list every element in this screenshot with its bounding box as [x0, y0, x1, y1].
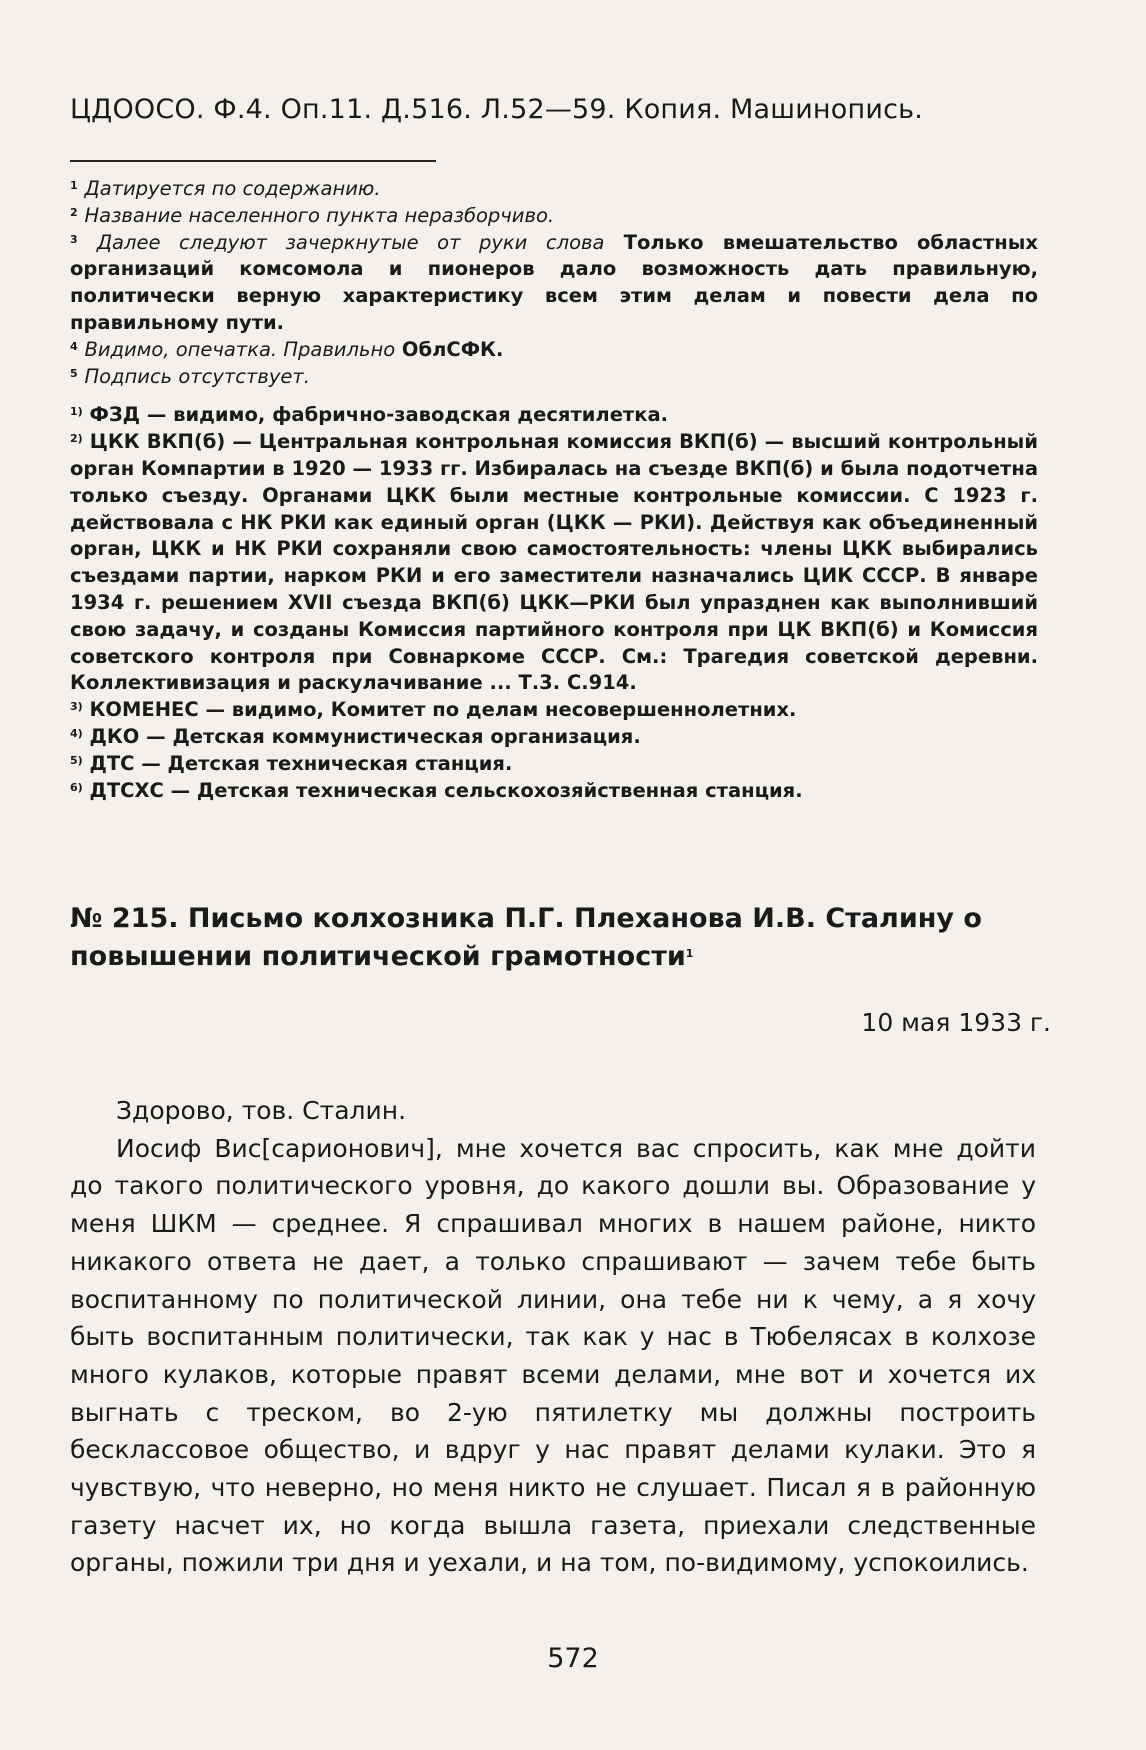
footnote-5: $^5$ Подпись отсутствует. — [70, 364, 310, 388]
footnote-1: $^1$ Датируется по содержанию. — [70, 177, 381, 200]
letter-greeting: Здорово, тов. Сталин. — [116, 1096, 407, 1125]
endnote-5: $^{5)}$ ДТС — Детская техническая станция. — [70, 751, 513, 775]
page-number: 572 — [547, 1643, 599, 1674]
endnote-6: $^{6)}$ ДТСХС — Детская техническая сельскохозяйственная станция. — [70, 778, 803, 802]
archive-source-line: ЦДООСО. Ф.4. Оп.11. Д.516. Л.52—59. Копия. Машинопись. — [70, 94, 924, 125]
footnote-divider — [70, 160, 436, 162]
endnote-3: $^{3)}$ КОМЕНЕС — видимо, Комитет по делам несовершеннолетних. — [70, 698, 797, 722]
letter-body — [70, 1092, 1036, 1582]
footnote-3: $^3$ Далее следуют зачеркнутые от руки слова Только вмешательство областных организаций комсомола и пионеров дало возможность дать правильную, политически верную характеристику всем этим делам и повести дела по правильному пути. — [70, 230, 1038, 334]
footnotes-block — [70, 176, 1038, 804]
document-date: 10 мая 1933 г. — [861, 1008, 1051, 1037]
letter-paragraph: Иосиф Вис[сарионович], мне хочется вас спросить, как мне дойти до такого политического уровня, до какого дошли вы. Образование у меня ШКМ — среднее. Я спрашивал многих в нашем районе, никто никакого ответа не дает, а только спрашивают — зачем тебе быть воспитанному по политической линии, она тебе ни к чему, а я хочу быть воспитанным политически, так как у нас в Тюбелясах в колхозе много кулаков, которые правят всеми делами, мне вот и хочется их выгнать с треском, во 2-ую пятилетку мы должны построить бесклассовое общество, и вдруг у нас правят делами кулаки. Это я чувствую, что неверно, но меня никто не слушает. Писал я в районную газету насчет их, но когда вышла газета, приехали следственные органы, пожили три дня и уехали, и на том, по-видимому, успокоились. — [70, 1133, 1036, 1578]
footnote-4: $^4$ Видимо, опечатка. Правильно ОблСФК. — [70, 337, 504, 361]
document-heading: № 215. Письмо колхозника П.Г. Плеханова И.В. Сталину о повышении политической грамотности$^1$ — [70, 903, 982, 972]
endnote-2: $^{2)}$ ЦКК ВКП(б) — Центральная контрольная комиссия ВКП(б) — высший контрольный орган Компартии в 1920 — 1933 гг. Избиралась на съезде ВКП(б) и была подотчетна только съезду. Органами ЦКК были местные контрольные комиссии. С 1923 г. действовала с НК РКИ как единый орган (ЦКК — РКИ). Действуя как объединенный орган, ЦКК и НК РКИ сохраняли свою самостоятельность: члены ЦКК выбирались съездами партии, нарком РКИ и его заместители назначались ЦИК СССР. В январе 1934 г. решением XVII съезда ВКП(б) ЦКК—РКИ был упразднен как выполнивший свою задачу, и созданы Комиссия партийного контроля при ЦК ВКП(б) и Комиссия советского контроля при Совнаркоме СССР. См.: Трагедия советской деревни. Коллективизация и раскулачивание ... Т.3. С.914. — [70, 430, 1038, 695]
footnote-2: $^2$ Название населенного пункта неразборчиво. — [70, 203, 555, 227]
endnote-4: $^{4)}$ ДКО — Детская коммунистическая организация. — [70, 724, 641, 748]
endnote-1: $^{1)}$ ФЗД — видимо, фабрично-заводская десятилетка. — [70, 403, 669, 427]
